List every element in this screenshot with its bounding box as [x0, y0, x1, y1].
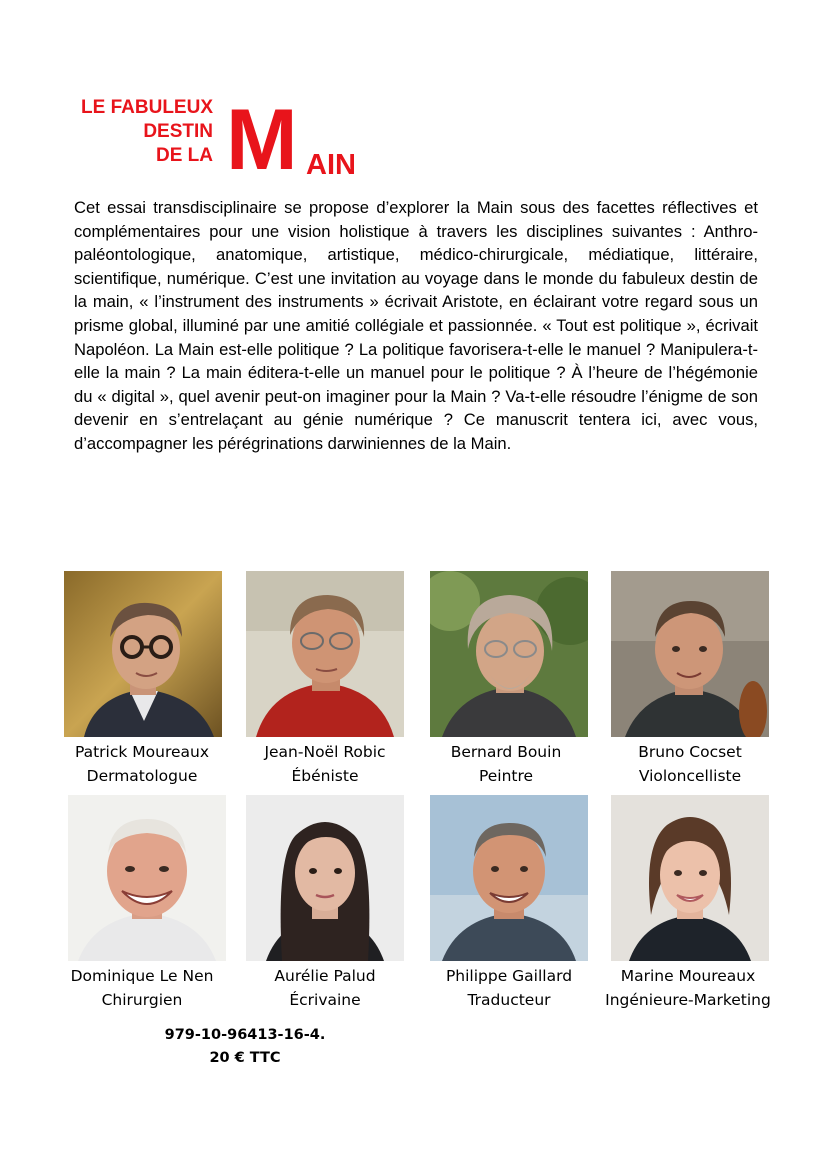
title-rest: AIN	[306, 149, 356, 181]
portrait-photo-8	[611, 795, 769, 961]
contributor-caption-8	[588, 964, 788, 1012]
title-big-letter: M	[226, 92, 296, 188]
contributor-caption-4	[590, 740, 790, 788]
contributor-role: Dermatologue	[86, 767, 198, 785]
title-line-2: DESTIN	[143, 121, 213, 142]
contributor-caption-5	[42, 964, 242, 1012]
portrait-photo-4	[611, 571, 769, 737]
contributor-name: Bruno Cocset	[638, 743, 742, 761]
contributor-role: Ingénieure-Marketing	[605, 991, 771, 1009]
contributor-name: Bernard Bouin	[450, 743, 562, 761]
contributor-name: Dominique Le Nen	[70, 967, 214, 985]
contributor-name: Patrick Moureaux	[74, 743, 210, 761]
title-line-3: DE LA	[156, 145, 213, 166]
contributor-caption-6	[225, 964, 425, 1012]
portrait-photo-1	[64, 571, 222, 737]
contributor-caption-2	[225, 740, 425, 788]
contributor-name: Aurélie Palud	[274, 967, 376, 985]
portrait-photo-6	[246, 795, 404, 961]
contributor-role: Ébéniste	[291, 767, 359, 785]
portrait-photo-7	[430, 795, 588, 961]
portrait-photo-3	[430, 571, 588, 737]
pricing-info	[130, 1024, 360, 1070]
contributor-caption-1	[42, 740, 242, 788]
contributor-caption-3	[406, 740, 606, 788]
contributor-name: Marine Moureaux	[620, 967, 756, 985]
contributor-name: Philippe Gaillard	[445, 967, 573, 985]
contributor-role: Peintre	[478, 767, 534, 785]
portrait-photo-2	[246, 571, 404, 737]
book-description: Cet essai transdisciplinaire se propose d’explorer la Main sous des facettes réflectives et complémentaires pour une vision holistique à travers les disciplines suivantes : Anthro-paléontologique, anatomique, artistique, médico-chirurgicale, médiatique, littéraire, scientifique, numérique. C’est une invitation au voyage dans le monde du fabuleux destin de la main, « l’instrument des instruments » écrivait Aristote, en éclairant votre regard sous un prisme global, illuminé par une amitié collégiale et passionnée. « Tout est politique », écrivait Napoléon. La Main est-elle politique ? La politique favorisera-t-elle le manuel ? Manipulera-t-elle la main ? La main éditera-t-elle un manuel pour le politique ? À l’heure de l’hégémonie du « digital », quel avenir peut-on imaginer pour la Main ? Va-t-elle résoudre l’énigme de son devenir en s’entrelaçant au génie numérique ? Ce manuscrit tentera ici, avec vous, d’accompagner les pérégrinations darwiniennes de la Main.	[74, 198, 758, 453]
contributor-role: Violoncelliste	[638, 767, 742, 785]
portrait-photo-5	[68, 795, 226, 961]
contributor-name: Jean-Noël Robic	[264, 743, 386, 761]
contributor-role: Traducteur	[467, 991, 551, 1009]
contributor-role: Écrivaine	[289, 991, 361, 1009]
contributor-role: Chirurgien	[101, 991, 183, 1009]
contributor-caption-7	[409, 964, 609, 1012]
title-line-1: LE FABULEUX	[81, 97, 213, 118]
price: 20 € TTC	[209, 1050, 281, 1066]
isbn-number: 979-10-96413-16-4.	[164, 1027, 326, 1043]
